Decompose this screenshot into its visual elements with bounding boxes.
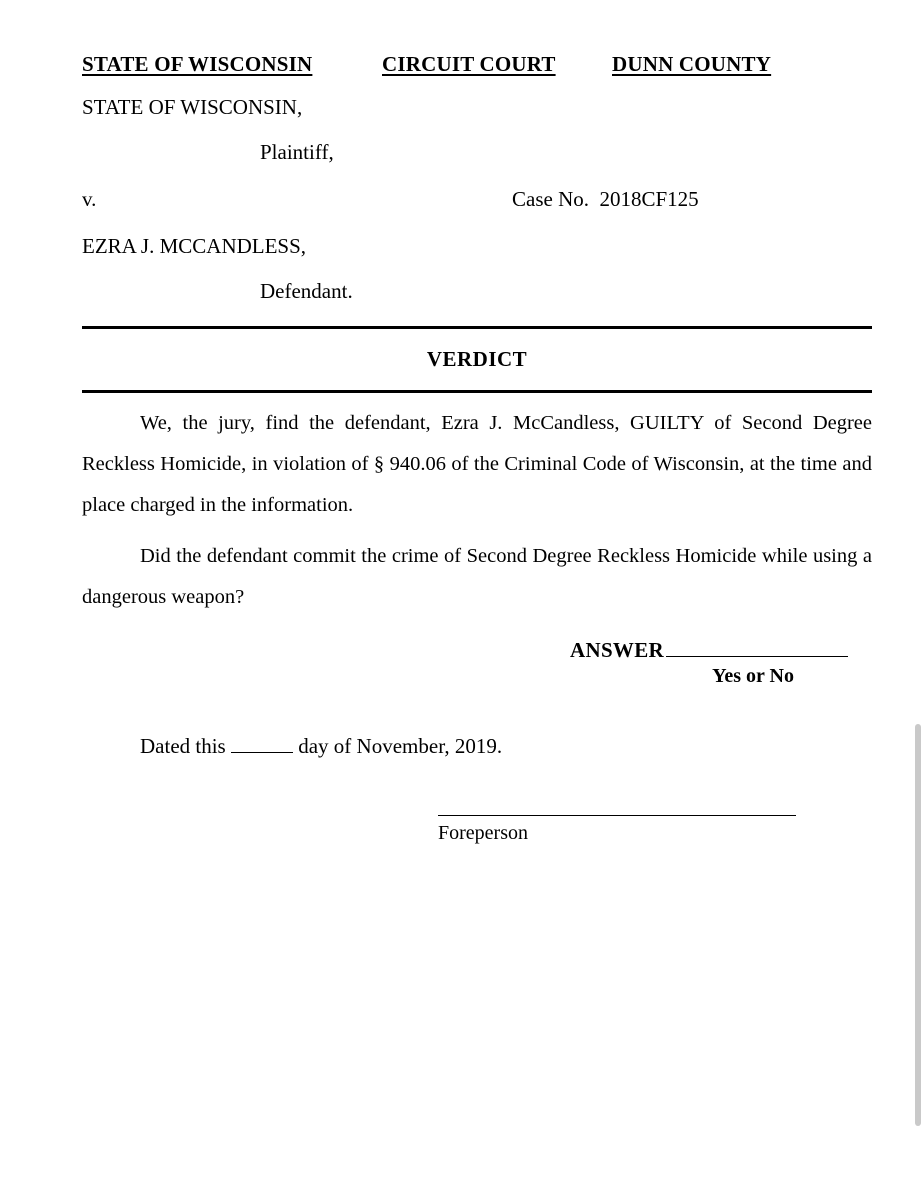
header-court: CIRCUIT COURT <box>382 52 556 76</box>
answer-label: ANSWER <box>570 638 664 662</box>
court-caption-header <box>82 52 872 77</box>
dated-line <box>82 734 872 759</box>
versus-label: v. <box>82 187 97 211</box>
versus-line <box>82 187 872 212</box>
answer-hint: Yes or No <box>712 665 794 687</box>
header-county: DUNN COUNTY <box>612 52 772 76</box>
divider-bottom <box>82 390 872 393</box>
document-content <box>82 52 872 845</box>
verdict-paragraph-2: Did the defendant commit the crime of Second Degree Reckless Homicide while using a dangerous weapon? <box>82 545 872 608</box>
dated-suffix: day of November, 2019. <box>292 734 503 758</box>
page-title: VERDICT <box>426 347 528 371</box>
signature-block <box>82 815 872 845</box>
signature-label: Foreperson <box>438 822 528 844</box>
plaintiff-role: Plaintiff, <box>260 140 334 164</box>
plaintiff-name: STATE OF WISCONSIN, <box>82 95 303 119</box>
signature-line[interactable] <box>438 815 796 816</box>
dated-day-blank[interactable] <box>231 737 293 753</box>
defendant-role: Defendant. <box>260 279 353 303</box>
divider-top <box>82 326 872 329</box>
answer-blank-field[interactable] <box>666 638 848 657</box>
verdict-paragraph-1: We, the jury, find the defendant, Ezra J. McCandless, GUILTY of Second Degree Reckless Homicide, in violation of § 940.06 of the Criminal Code of Wisconsin, at the time and place charged in the information. <box>82 412 872 516</box>
header-state: STATE OF WISCONSIN <box>82 52 313 76</box>
answer-row <box>82 638 872 663</box>
dated-prefix: Dated this <box>140 734 231 758</box>
case-number: Case No. 2018CF125 <box>512 187 699 211</box>
defendant-name: EZRA J. MCCANDLESS, <box>82 234 307 258</box>
vertical-scrollbar[interactable] <box>915 724 921 1126</box>
